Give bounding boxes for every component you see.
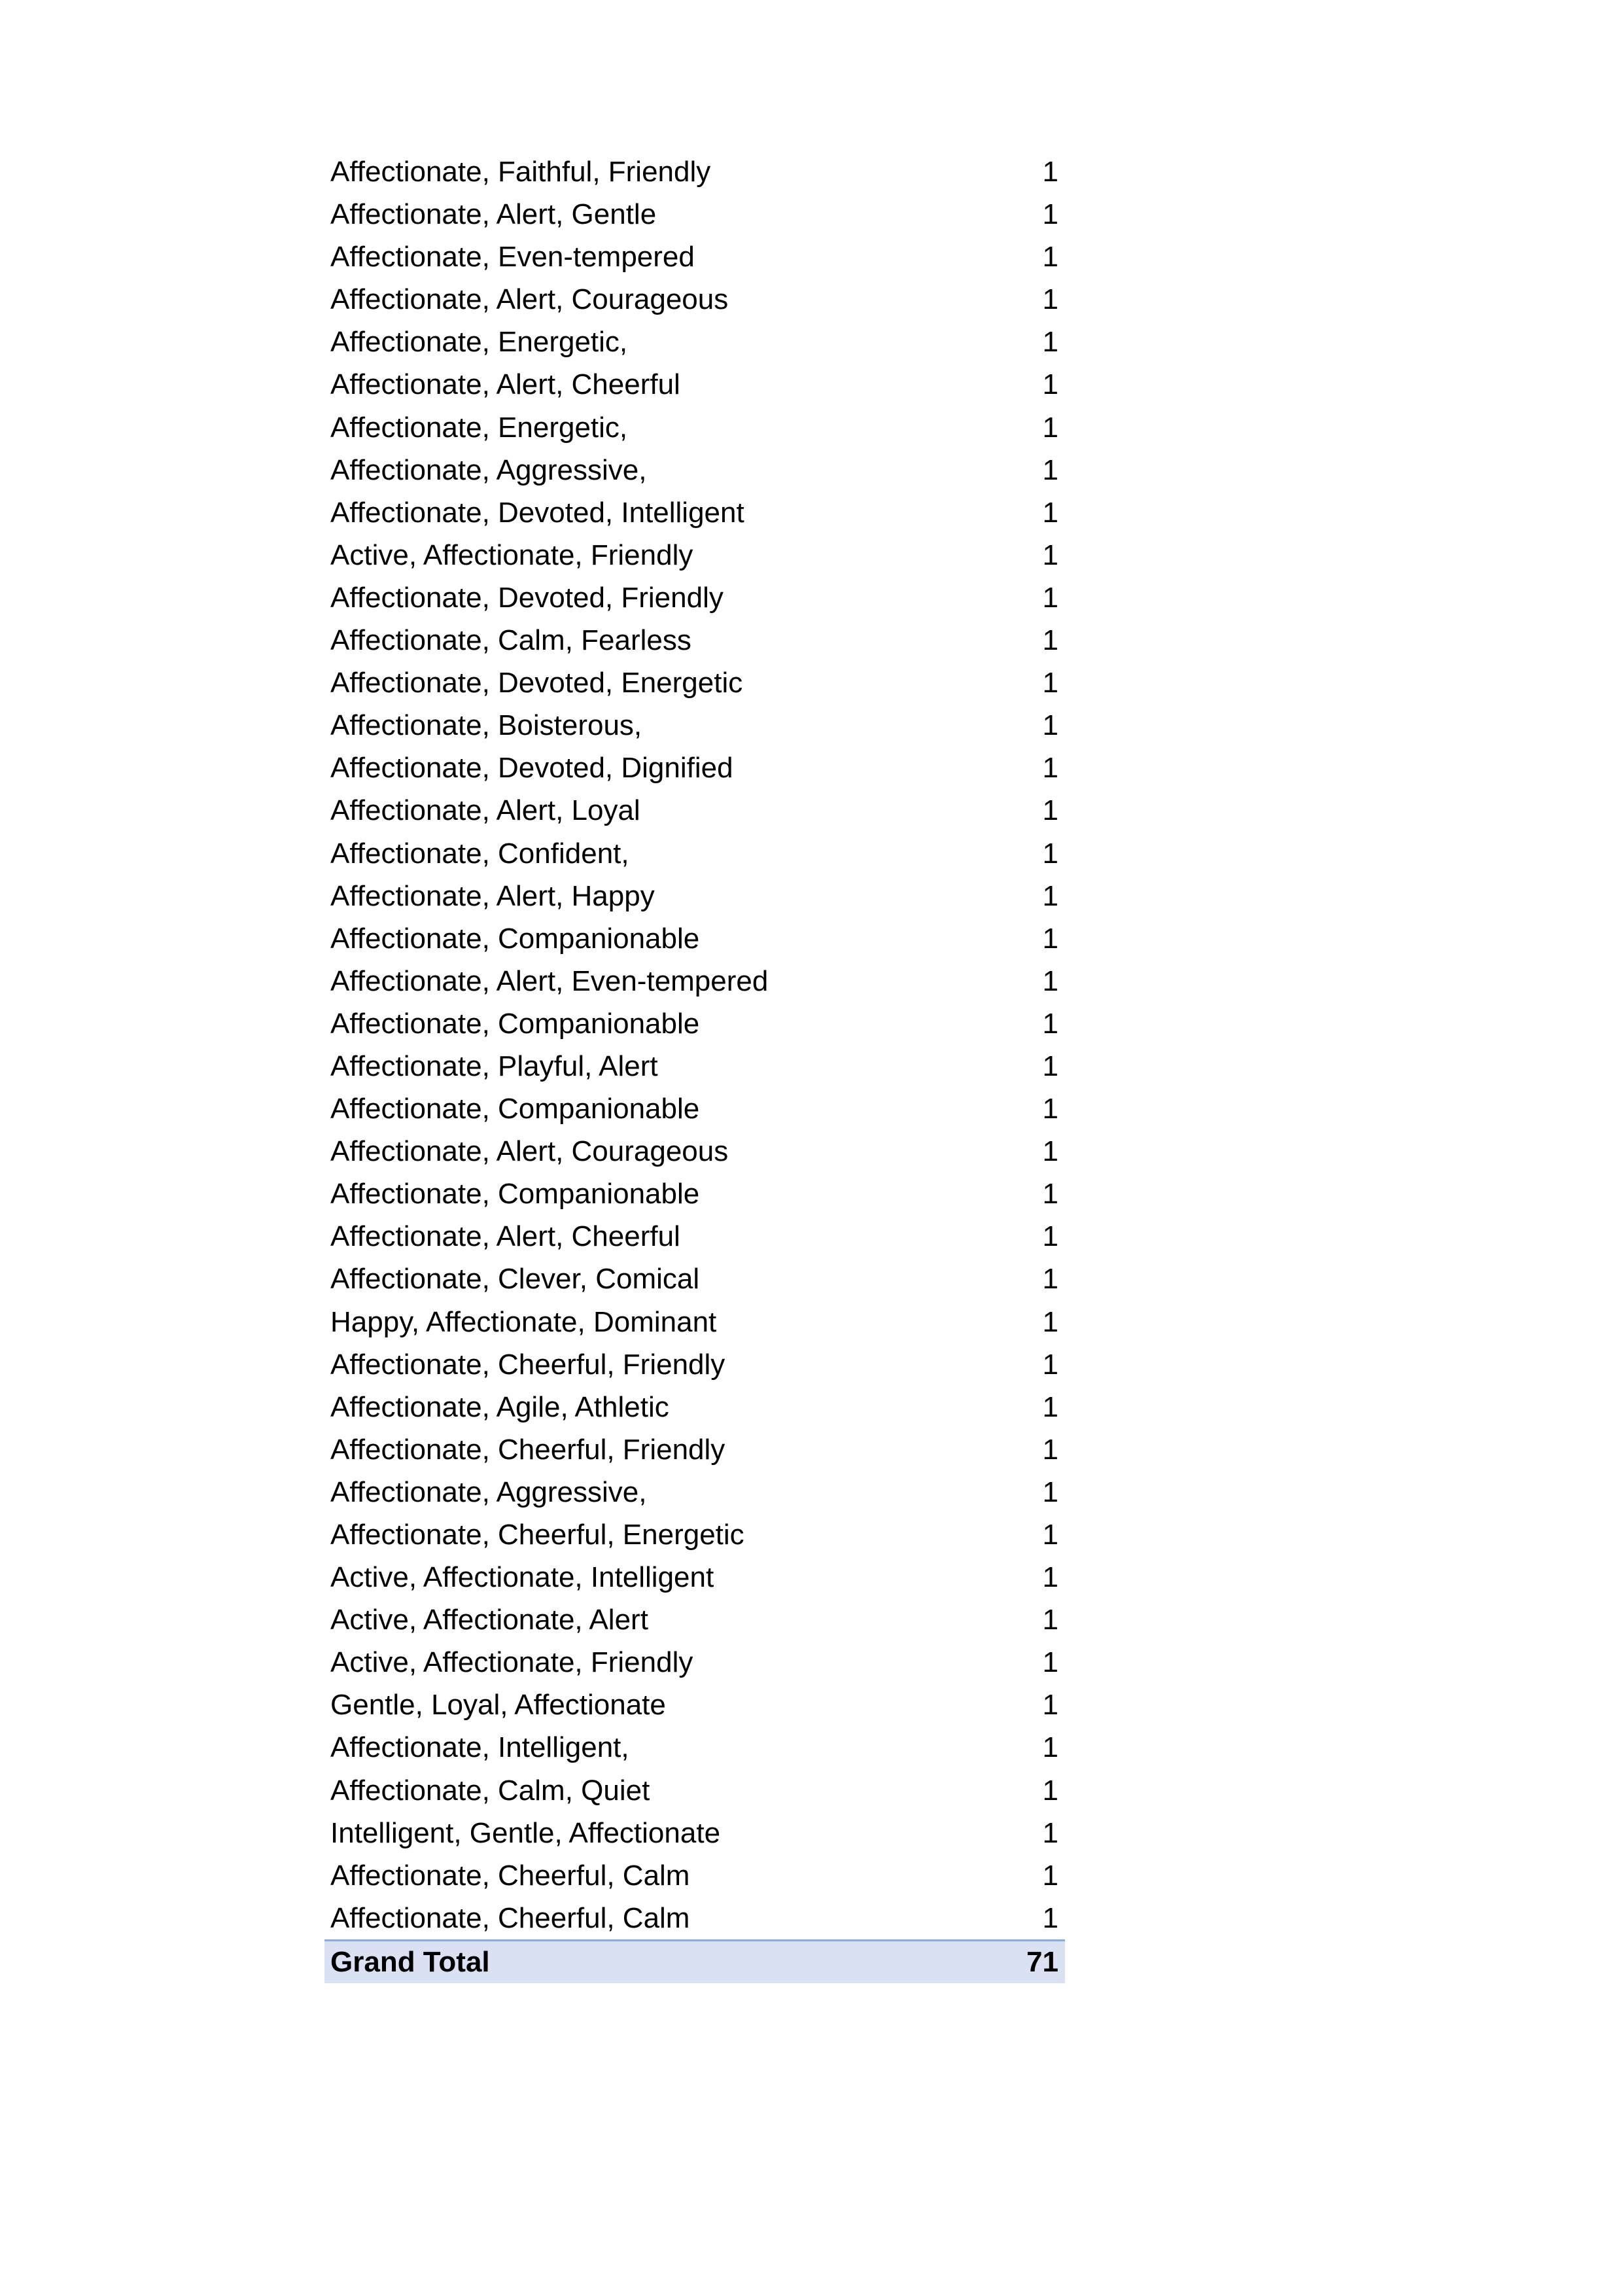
row-value: 1 <box>1042 453 1058 486</box>
row-label: Affectionate, Alert, Courageous <box>330 283 729 316</box>
table-row[interactable] <box>324 406 1065 449</box>
table-row[interactable] <box>324 1130 1065 1173</box>
row-label: Affectionate, Devoted, Energetic <box>330 667 743 699</box>
table-row[interactable] <box>324 1598 1065 1641</box>
row-value: 1 <box>1042 241 1058 274</box>
row-value: 1 <box>1042 1220 1058 1253</box>
row-label: Affectionate, Companionable <box>330 1093 700 1125</box>
row-label: Affectionate, Energetic, <box>330 326 628 359</box>
row-value: 1 <box>1042 837 1058 870</box>
table-row[interactable] <box>324 1641 1065 1684</box>
table-row[interactable] <box>324 875 1065 917</box>
row-value: 1 <box>1042 1305 1058 1338</box>
row-label: Affectionate, Calm, Quiet <box>330 1774 650 1807</box>
row-label: Affectionate, Confident, <box>330 837 629 870</box>
row-label: Active, Affectionate, Friendly <box>330 1646 693 1679</box>
row-label: Affectionate, Faithful, Friendly <box>330 156 711 188</box>
row-label: Intelligent, Gentle, Affectionate <box>330 1816 721 1849</box>
row-value: 1 <box>1042 198 1058 231</box>
row-value: 1 <box>1042 1816 1058 1849</box>
row-label: Affectionate, Boisterous, <box>330 709 642 742</box>
row-value: 1 <box>1042 411 1058 444</box>
row-value: 1 <box>1042 1390 1058 1423</box>
table-row[interactable] <box>324 278 1065 321</box>
row-label: Affectionate, Devoted, Friendly <box>330 581 724 614</box>
row-value: 1 <box>1042 539 1058 571</box>
table-row[interactable] <box>324 491 1065 534</box>
table-row[interactable] <box>324 1002 1065 1045</box>
row-value: 1 <box>1042 1689 1058 1722</box>
grand-total-row[interactable] <box>324 1939 1065 1983</box>
row-value: 1 <box>1042 1604 1058 1636</box>
row-label: Affectionate, Companionable <box>330 922 700 955</box>
row-label: Affectionate, Clever, Comical <box>330 1263 700 1296</box>
table-row[interactable] <box>324 449 1065 491</box>
row-label: Affectionate, Cheerful, Friendly <box>330 1433 725 1466</box>
row-value: 1 <box>1042 581 1058 614</box>
row-value: 1 <box>1042 624 1058 657</box>
row-value: 1 <box>1042 496 1058 529</box>
row-label: Affectionate, Alert, Cheerful <box>330 368 680 401</box>
table-row[interactable] <box>324 662 1065 704</box>
row-label: Affectionate, Alert, Gentle <box>330 198 657 231</box>
table-row[interactable] <box>324 534 1065 576</box>
row-value: 1 <box>1042 964 1058 997</box>
table-row[interactable] <box>324 960 1065 1002</box>
row-label: Affectionate, Alert, Courageous <box>330 1135 729 1168</box>
table-row[interactable] <box>324 789 1065 832</box>
row-value: 1 <box>1042 1731 1058 1764</box>
table-row[interactable] <box>324 747 1065 789</box>
row-label: Affectionate, Cheerful, Friendly <box>330 1348 725 1381</box>
table-row[interactable] <box>324 150 1065 193</box>
pivot-rows <box>324 150 1065 1939</box>
table-row[interactable] <box>324 1854 1065 1897</box>
row-label: Affectionate, Cheerful, Energetic <box>330 1519 744 1551</box>
row-label: Affectionate, Even-tempered <box>330 241 695 274</box>
row-value: 1 <box>1042 1561 1058 1594</box>
row-value: 1 <box>1042 1178 1058 1210</box>
row-value: 1 <box>1042 1348 1058 1381</box>
table-row[interactable] <box>324 193 1065 236</box>
table-row[interactable] <box>324 1556 1065 1598</box>
row-label: Affectionate, Aggressive, <box>330 453 647 486</box>
row-label: Gentle, Loyal, Affectionate <box>330 1689 666 1722</box>
row-label: Affectionate, Alert, Cheerful <box>330 1220 680 1253</box>
table-row[interactable] <box>324 1301 1065 1343</box>
row-value: 1 <box>1042 1433 1058 1466</box>
row-label: Active, Affectionate, Friendly <box>330 539 693 571</box>
row-label: Active, Affectionate, Alert <box>330 1604 648 1636</box>
table-row[interactable] <box>324 1897 1065 1939</box>
row-label: Affectionate, Aggressive, <box>330 1475 647 1508</box>
table-row[interactable] <box>324 1045 1065 1087</box>
row-value: 1 <box>1042 752 1058 785</box>
row-value: 1 <box>1042 922 1058 955</box>
row-label: Affectionate, Alert, Happy <box>330 879 655 912</box>
table-row[interactable] <box>324 1769 1065 1812</box>
table-row[interactable] <box>324 1173 1065 1215</box>
table-row[interactable] <box>324 1386 1065 1428</box>
row-value: 1 <box>1042 879 1058 912</box>
table-row[interactable] <box>324 236 1065 278</box>
table-row[interactable] <box>324 1684 1065 1726</box>
row-label: Affectionate, Intelligent, <box>330 1731 629 1764</box>
table-row[interactable] <box>324 1513 1065 1556</box>
table-row[interactable] <box>324 1215 1065 1258</box>
row-label: Affectionate, Companionable <box>330 1007 700 1040</box>
row-value: 1 <box>1042 1519 1058 1551</box>
row-label: Active, Affectionate, Intelligent <box>330 1561 714 1594</box>
table-row[interactable] <box>324 321 1065 363</box>
row-label: Affectionate, Devoted, Intelligent <box>330 496 744 529</box>
row-label: Affectionate, Cheerful, Calm <box>330 1859 690 1892</box>
table-row[interactable] <box>324 917 1065 960</box>
row-value: 1 <box>1042 1093 1058 1125</box>
row-value: 1 <box>1042 283 1058 316</box>
table-row[interactable] <box>324 1726 1065 1769</box>
row-label: Affectionate, Calm, Fearless <box>330 624 691 657</box>
table-row[interactable] <box>324 1812 1065 1854</box>
row-value: 1 <box>1042 794 1058 827</box>
row-label: Affectionate, Energetic, <box>330 411 628 444</box>
row-label: Affectionate, Devoted, Dignified <box>330 752 733 785</box>
row-value: 1 <box>1042 709 1058 742</box>
row-label: Happy, Affectionate, Dominant <box>330 1305 717 1338</box>
table-row[interactable] <box>324 1343 1065 1386</box>
row-value: 1 <box>1042 1901 1058 1934</box>
row-value: 1 <box>1042 1135 1058 1168</box>
row-label: Affectionate, Cheerful, Calm <box>330 1901 690 1934</box>
table-row[interactable] <box>324 619 1065 662</box>
table-row[interactable] <box>324 576 1065 619</box>
table-row[interactable] <box>324 1428 1065 1471</box>
row-value: 1 <box>1042 156 1058 188</box>
pivot-table <box>324 150 1065 1983</box>
row-value: 1 <box>1042 667 1058 699</box>
table-row[interactable] <box>324 1087 1065 1130</box>
table-row[interactable] <box>324 704 1065 747</box>
row-label: Affectionate, Alert, Loyal <box>330 794 640 827</box>
table-row[interactable] <box>324 363 1065 406</box>
row-label: Affectionate, Agile, Athletic <box>330 1390 669 1423</box>
row-value: 1 <box>1042 1859 1058 1892</box>
row-label: Affectionate, Companionable <box>330 1178 700 1210</box>
row-label: Affectionate, Playful, Alert <box>330 1050 658 1082</box>
row-value: 1 <box>1042 1774 1058 1807</box>
row-value: 1 <box>1042 1050 1058 1082</box>
row-value: 1 <box>1042 368 1058 401</box>
row-value: 1 <box>1042 1263 1058 1296</box>
row-value: 1 <box>1042 1646 1058 1679</box>
row-value: 1 <box>1042 1475 1058 1508</box>
row-value: 1 <box>1042 1007 1058 1040</box>
table-row[interactable] <box>324 1258 1065 1300</box>
table-row[interactable] <box>324 1471 1065 1513</box>
table-row[interactable] <box>324 832 1065 875</box>
row-label: Affectionate, Alert, Even-tempered <box>330 964 769 997</box>
grand-total-value: 71 <box>1026 1945 1058 1978</box>
grand-total-label: Grand Total <box>330 1945 490 1978</box>
row-value: 1 <box>1042 326 1058 359</box>
